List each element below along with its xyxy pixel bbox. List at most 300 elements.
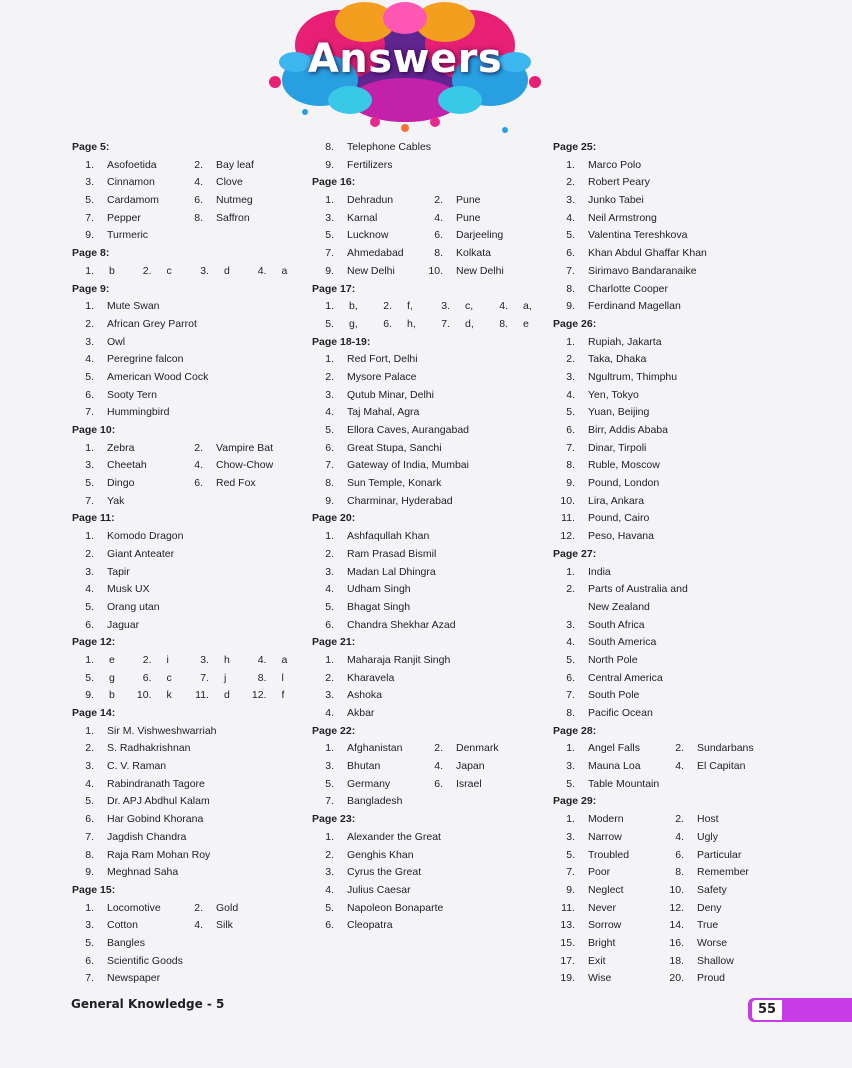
answer-text: Newspaper <box>107 972 161 985</box>
answer-number: 19. <box>560 972 575 985</box>
answer-text: f, <box>407 300 413 313</box>
answer-text: Udham Singh <box>347 583 411 596</box>
answer-number: 5. <box>85 194 94 207</box>
answer-number: 3. <box>85 459 94 472</box>
answer-number: 1. <box>325 194 334 207</box>
answer-item <box>312 900 542 918</box>
answer-number: 5. <box>85 477 94 490</box>
answer-item <box>312 776 421 794</box>
answer-number: 5. <box>85 370 94 383</box>
answers-title: Answers <box>307 36 503 82</box>
answer-text: Peso, Havana <box>588 530 654 543</box>
answer-text: Cheetah <box>107 459 147 472</box>
answer-row <box>553 387 793 405</box>
answer-number: 6. <box>434 777 443 790</box>
answer-text: Rupiah, Jakarta <box>588 335 662 348</box>
answer-row <box>312 404 544 422</box>
answer-item <box>181 900 290 918</box>
answer-item <box>72 670 130 688</box>
answer-item <box>312 670 542 688</box>
answer-number: 8. <box>566 459 575 472</box>
answer-text: Narrow <box>588 830 622 843</box>
answer-number: 12. <box>251 689 267 702</box>
answer-number: 7. <box>325 795 334 808</box>
answer-text: d, <box>465 317 474 330</box>
answer-number: 2. <box>434 194 443 207</box>
answer-number: 6. <box>85 618 94 631</box>
answer-number: 2. <box>194 901 203 914</box>
page-heading: Page 15: <box>72 883 116 896</box>
answer-text: Lucknow <box>347 229 389 242</box>
answer-text: Mute Swan <box>107 300 160 313</box>
answer-item <box>312 617 542 635</box>
answer-text: Israel <box>456 777 482 790</box>
answer-item <box>553 227 783 245</box>
answer-item <box>553 705 783 723</box>
answer-number: 1. <box>566 742 575 755</box>
answer-text: Vampire Bat <box>216 441 273 454</box>
answer-number: 6. <box>566 424 575 436</box>
answer-row <box>312 670 544 688</box>
answer-number: 9. <box>85 229 94 242</box>
answer-row <box>72 953 302 971</box>
answer-item <box>72 174 181 192</box>
answer-row <box>553 192 793 210</box>
answer-text: Yen, Tokyo <box>588 388 639 401</box>
answer-item <box>72 564 302 582</box>
answer-number: 4. <box>325 707 334 719</box>
answer-text: Valentina Tereshkova <box>588 229 688 242</box>
answer-text: Shallow <box>697 954 734 967</box>
answer-row <box>72 369 302 387</box>
answer-item <box>312 263 421 281</box>
answer-text: S. Radhakrishnan <box>107 742 191 755</box>
answer-text: Meghnad Saha <box>107 866 179 879</box>
answer-text: Neglect <box>588 883 624 896</box>
answer-number: 10. <box>428 264 443 277</box>
answer-item <box>553 475 783 493</box>
answer-text: Modern <box>588 813 624 826</box>
answer-text: Pune <box>456 211 481 224</box>
answer-number: 3. <box>85 176 94 189</box>
answer-text: Asofoetida <box>107 158 157 171</box>
answer-number: 3. <box>566 760 575 773</box>
answer-number: 9. <box>325 158 334 171</box>
answer-row <box>312 192 544 210</box>
answer-text: Khan Abdul Ghaffar Khan <box>588 247 707 260</box>
answer-text: Sorrow <box>588 919 622 932</box>
answer-item <box>553 440 783 458</box>
answer-item <box>72 935 302 953</box>
answer-text: North Pole <box>588 653 638 666</box>
page-number: 55 <box>752 1000 782 1020</box>
answer-row <box>72 174 302 192</box>
answer-text: South Pole <box>588 689 640 702</box>
answer-number: 4. <box>85 353 94 366</box>
answer-row <box>72 970 302 988</box>
answer-text: Bangles <box>107 936 145 949</box>
answer-number: 11. <box>195 689 209 702</box>
answer-text: Madan Lal Dhingra <box>347 565 436 578</box>
answer-text: Komodo Dragon <box>107 530 184 543</box>
answer-item <box>312 564 542 582</box>
page-heading: Page 23: <box>312 813 356 826</box>
answer-item <box>553 953 662 971</box>
answer-text: Cardamom <box>107 194 159 207</box>
answer-number: 6. <box>85 813 94 826</box>
answer-row <box>312 847 544 865</box>
answer-row <box>312 900 544 918</box>
answer-row <box>312 564 544 582</box>
answer-row <box>553 847 793 865</box>
answer-text: Ram Prasad Bismil <box>347 547 437 560</box>
answer-text: Red Fox <box>216 477 256 490</box>
answer-text: g, <box>349 317 358 330</box>
answer-number: 3. <box>85 760 94 773</box>
answers-column-1 <box>72 139 302 988</box>
answer-text: Parts of Australia and <box>588 583 688 596</box>
page-heading: Page 14: <box>72 707 116 719</box>
answer-item <box>370 316 428 334</box>
answer-text: Zebra <box>107 441 135 454</box>
answer-item <box>245 670 303 688</box>
answer-text: Scientific Goods <box>107 954 183 967</box>
answer-number: 1. <box>325 653 334 666</box>
answer-item <box>72 847 302 865</box>
answer-number: 9. <box>85 866 94 879</box>
answer-row <box>553 281 793 299</box>
page-heading: Page 17: <box>312 282 356 295</box>
answer-row <box>72 192 302 210</box>
answer-text: Dr. APJ Abdhul Kalam <box>107 795 210 808</box>
answer-row <box>72 864 302 882</box>
answer-item <box>181 157 290 175</box>
answer-item <box>312 351 542 369</box>
answer-item <box>72 723 302 741</box>
answer-number: 4. <box>566 211 575 224</box>
answer-number: 8. <box>194 211 203 224</box>
answer-number: 8. <box>85 848 94 861</box>
answer-number: 7. <box>566 441 575 454</box>
answer-text: El Capitan <box>697 760 746 773</box>
answer-number: 1. <box>85 530 94 543</box>
answer-text: Wise <box>588 972 612 985</box>
answer-row <box>553 510 793 528</box>
answer-item <box>486 298 544 316</box>
answer-number: 8. <box>434 247 443 260</box>
answer-item <box>553 510 783 528</box>
answer-item <box>312 864 542 882</box>
answer-number: 17. <box>560 954 575 967</box>
answer-row <box>553 174 793 192</box>
answer-number: 6. <box>325 618 334 631</box>
answer-number: 4. <box>194 176 203 189</box>
answer-item <box>553 351 783 369</box>
answer-row <box>72 811 302 829</box>
answer-row <box>553 900 793 918</box>
answer-number: 3. <box>325 211 334 224</box>
page-heading: Page 29: <box>553 795 597 808</box>
answer-item <box>553 210 783 228</box>
answer-number: 4. <box>434 211 443 224</box>
answer-text: India <box>588 565 611 578</box>
answer-text: Neil Armstrong <box>588 211 657 224</box>
answer-number: 20. <box>669 972 684 985</box>
answer-item <box>312 404 542 422</box>
answer-item <box>181 457 290 475</box>
answer-item <box>72 829 302 847</box>
answer-number: 2. <box>85 317 94 330</box>
answer-text: Qutub Minar, Delhi <box>347 388 434 401</box>
answer-row <box>72 210 302 228</box>
answer-number: 4. <box>194 459 203 472</box>
answer-item <box>312 829 542 847</box>
answer-item <box>312 192 421 210</box>
answer-number: 5. <box>325 777 334 790</box>
answer-number: 7. <box>200 671 209 684</box>
answer-text: Musk UX <box>107 583 150 596</box>
answer-row <box>312 599 544 617</box>
answer-row <box>553 245 793 263</box>
answer-text: Cleopatra <box>347 919 393 932</box>
answer-text: Darjeeling <box>456 229 504 242</box>
answer-row <box>553 687 793 705</box>
answer-row <box>312 387 544 405</box>
answer-row <box>72 298 302 316</box>
answer-number: 6. <box>325 441 334 454</box>
answer-text: Worse <box>697 936 728 949</box>
answer-row <box>312 210 544 228</box>
answer-number: 4. <box>675 760 684 773</box>
answer-text: Gold <box>216 901 239 914</box>
answer-item <box>553 281 783 299</box>
answer-row <box>312 298 544 316</box>
answer-number: 10. <box>136 689 152 702</box>
answer-row <box>553 351 793 369</box>
answer-item <box>553 970 662 988</box>
answer-item <box>181 192 290 210</box>
answer-item <box>72 599 302 617</box>
answer-row <box>553 617 793 635</box>
answer-item <box>421 263 530 281</box>
answer-number: 2. <box>325 370 334 383</box>
answer-text: Proud <box>697 972 726 985</box>
answer-text: South Africa <box>588 618 645 631</box>
answer-text: k <box>166 689 172 702</box>
answer-row <box>72 475 302 493</box>
answer-item <box>187 687 245 705</box>
answer-item <box>553 528 783 546</box>
answer-text: Taj Mahal, Agra <box>347 406 420 419</box>
answer-item <box>553 634 783 652</box>
answer-number: 2. <box>383 300 392 313</box>
answer-number: 2. <box>142 653 152 666</box>
answer-row <box>312 440 544 458</box>
answer-text: Taka, Dhaka <box>588 353 647 366</box>
answer-text: Chow-Chow <box>216 459 274 472</box>
answer-text: i <box>166 653 169 666</box>
answer-item <box>421 776 530 794</box>
answer-number: 3. <box>566 618 575 631</box>
answer-row <box>312 705 544 723</box>
answer-text: Silk <box>216 919 233 932</box>
answer-text: Gateway of India, Mumbai <box>347 459 469 472</box>
answer-row <box>72 847 302 865</box>
answer-item <box>312 882 542 900</box>
answer-number: 5. <box>566 653 575 666</box>
answer-text: Peregrine falcon <box>107 353 184 366</box>
answer-item <box>312 758 421 776</box>
answer-item <box>72 298 302 316</box>
answer-number: 7. <box>85 494 94 507</box>
answer-item <box>312 316 370 334</box>
answer-text: Julius Caesar <box>347 883 411 896</box>
answer-number: 4. <box>325 883 334 896</box>
answer-item <box>662 847 771 865</box>
answer-text: Japan <box>456 760 485 773</box>
answer-text: Hummingbird <box>107 406 170 419</box>
answer-number: 3. <box>85 565 94 578</box>
answer-text: South America <box>588 636 657 649</box>
answer-text: Angel Falls <box>588 742 640 755</box>
answer-text: Dinar, Tirpoli <box>588 441 647 454</box>
answer-text: c <box>166 671 172 684</box>
answer-text: Ngultrum, Thimphu <box>588 370 678 383</box>
answer-number: 3. <box>566 370 575 383</box>
answer-text: Raja Ram Mohan Roy <box>107 848 211 861</box>
answer-text: Afghanistan <box>347 742 403 755</box>
answer-text: African Grey Parrot <box>107 317 197 330</box>
answer-row <box>72 758 302 776</box>
answer-text: New Delhi <box>456 264 504 277</box>
answer-number: 1. <box>85 158 94 171</box>
answer-row <box>553 970 793 988</box>
answer-number: 8. <box>675 866 684 879</box>
answer-item <box>553 829 662 847</box>
answer-text: Sirimavo Bandaranaike <box>588 264 697 277</box>
answer-row <box>72 917 302 935</box>
answer-number <box>553 599 575 617</box>
answer-row <box>72 740 302 758</box>
answer-item <box>553 882 662 900</box>
answer-item <box>553 457 783 475</box>
answer-row <box>553 263 793 281</box>
answer-row <box>72 935 302 953</box>
answers-banner <box>255 0 555 140</box>
answer-number: 7. <box>325 459 334 472</box>
answer-text: Kolkata <box>456 247 492 260</box>
answer-row <box>312 917 544 935</box>
answer-item <box>312 652 542 670</box>
answer-item <box>553 174 783 192</box>
answer-text: Genghis Khan <box>347 848 414 861</box>
answer-item <box>72 440 181 458</box>
answer-text: c, <box>465 300 474 313</box>
answer-number: 10. <box>669 883 684 896</box>
answer-item <box>72 192 181 210</box>
answer-text: Jaguar <box>107 618 140 631</box>
page-heading: Page 8: <box>72 247 110 260</box>
page-heading: Page 5: <box>72 141 110 153</box>
answer-item <box>553 811 662 829</box>
answer-row <box>553 917 793 935</box>
answer-number: 1. <box>325 742 334 755</box>
answer-text: Bhutan <box>347 760 381 773</box>
answer-item <box>662 970 771 988</box>
answer-row <box>312 245 544 263</box>
answer-item <box>312 139 542 157</box>
answer-item <box>662 882 771 900</box>
answer-number: 2. <box>675 813 684 826</box>
page-heading: Page 21: <box>312 636 356 649</box>
answer-number: 7. <box>85 830 94 843</box>
answer-text: Nutmeg <box>216 194 253 207</box>
answer-text: a <box>281 264 288 277</box>
answer-number: 1. <box>325 300 334 313</box>
answer-number: 9. <box>325 264 334 277</box>
answer-row <box>72 528 302 546</box>
answer-item <box>553 369 783 387</box>
answer-number: 3. <box>325 866 334 879</box>
answer-number: 12. <box>560 530 575 543</box>
answer-text: Pepper <box>107 211 141 224</box>
answer-item <box>553 864 662 882</box>
answer-row <box>312 617 544 635</box>
answer-row <box>72 723 302 741</box>
answer-number: 9. <box>85 689 94 702</box>
answer-row <box>72 670 302 688</box>
answer-number: 4. <box>675 830 684 843</box>
answer-row <box>312 369 544 387</box>
answer-text: Lira, Ankara <box>588 494 645 507</box>
answer-item <box>312 157 542 175</box>
answer-item <box>312 457 542 475</box>
answer-item <box>312 740 421 758</box>
answer-item <box>72 528 302 546</box>
answer-number: 4. <box>325 583 334 596</box>
answer-text: Fertilizers <box>347 158 393 171</box>
answer-text: Telephone Cables <box>347 141 432 153</box>
answer-row <box>312 864 544 882</box>
answer-row <box>553 457 793 475</box>
answer-item <box>553 334 783 352</box>
answer-item <box>245 263 303 281</box>
answer-number: 1. <box>566 335 575 348</box>
answer-text: d <box>224 689 230 702</box>
answer-item <box>72 581 302 599</box>
answer-text: True <box>697 919 719 932</box>
answer-text: l <box>281 671 284 684</box>
answer-number: 3. <box>200 264 209 277</box>
answer-text: Denmark <box>456 742 499 755</box>
answer-item <box>72 864 302 882</box>
answer-number: 18. <box>669 954 684 967</box>
answer-number: 5. <box>566 848 575 861</box>
answer-number: 4. <box>325 406 334 419</box>
answer-text: j <box>224 671 227 684</box>
answer-text: h, <box>407 317 416 330</box>
answer-number: 4. <box>257 264 267 277</box>
answer-number: 3. <box>85 919 94 932</box>
answer-text: b, <box>349 300 358 313</box>
answer-text: Dehradun <box>347 194 394 207</box>
answer-row <box>72 334 302 352</box>
answer-number: 5. <box>85 795 94 808</box>
answer-text: Clove <box>216 176 243 189</box>
answer-number: 9. <box>325 494 334 507</box>
answer-number: 5. <box>325 317 334 330</box>
answer-item <box>662 917 771 935</box>
